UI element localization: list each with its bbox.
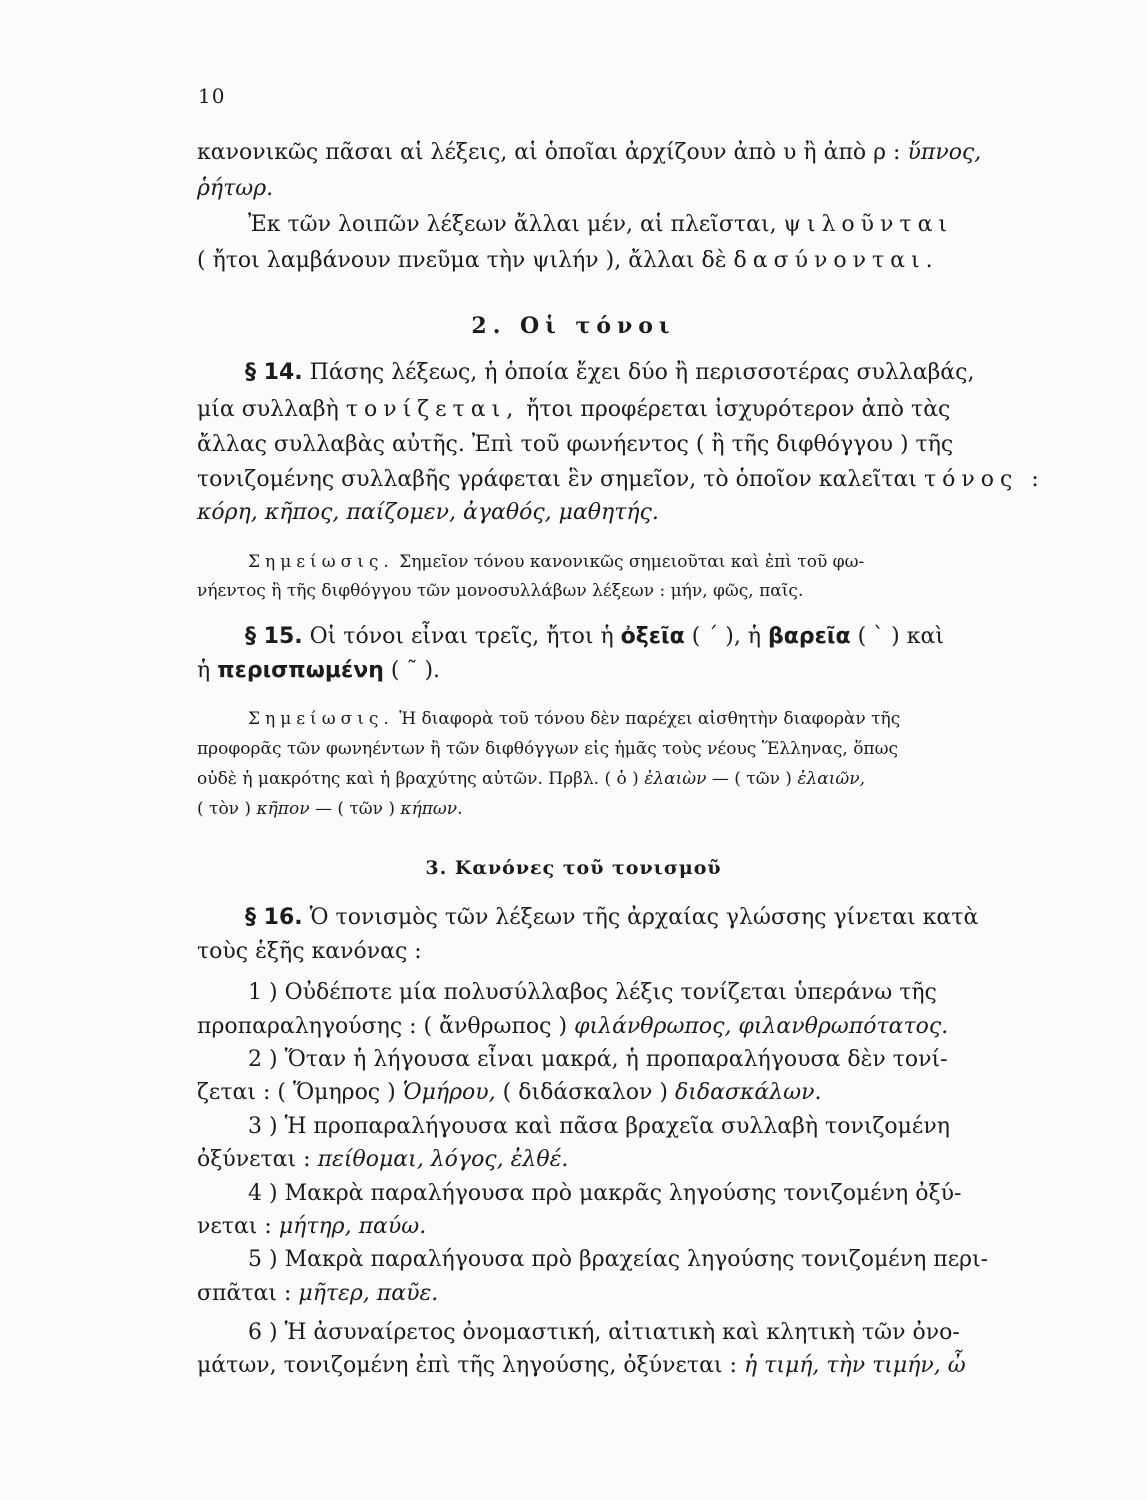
rule-1-line-2: προπαραληγούσης : ( ἄνθρωπος ) φιλάνθρωπος, φιλανθρωπότατος.: [197, 1014, 949, 1039]
term-oxeia: ὀξεῖα: [620, 624, 685, 649]
p15-line-1: § 15. Οἱ τόνοι εἶναι τρεῖς, ἤτοι ἡ ὀξεῖα ( ΄ ), ἡ βαρεῖα ( ` ) καὶ: [245, 624, 944, 649]
section-heading-tones: 2. Οἱ τόνοι: [471, 313, 676, 339]
p16-line-2: τοὺς ἑξῆς κανόνας :: [197, 939, 422, 964]
rule-2-line-2: ζεται : ( Ὅμηρος ) Ὁμήρου, ( διδάσκαλον ) διδασκάλων.: [197, 1080, 822, 1105]
p16-line-1: § 16. Ὁ τονισμὸς τῶν λέξεων τῆς ἀρχαίας γλώσσης γίνεται κατὰ: [245, 905, 979, 930]
rule-4-line-2: νεται : μήτηρ, παύω.: [197, 1214, 427, 1239]
rule-5-line-1: 5 ) Μακρὰ παραλήγουσα πρὸ βραχείας ληγούσης τονιζομένη περι-: [248, 1247, 989, 1272]
p14-line-2: μία συλλαβὴ τονίζεται, ἤτοι προφέρεται ἰσχυρότερον ἀπὸ τὰς: [197, 397, 951, 422]
note-1-line-2: νήεντος ἢ τῆς διφθόγγου τῶν μονοσυλλάβων λέξεων : μήν, φῶς, παῖς.: [197, 581, 804, 601]
p14-line-3: ἄλλας συλλαβὰς αὐτῆς. Ἐπὶ τοῦ φωνήεντος ( ἢ τῆς διφθόγγου ) τῆς: [197, 432, 954, 457]
rule-5-line-2: σπᾶται : μῆτερ, παῦε.: [197, 1281, 439, 1306]
intro-line-1: κανονικῶς πᾶσαι αἱ λέξεις, αἱ ὁποῖαι ἀρχίζουν ἀπὸ υ ἢ ἀπὸ ρ : ὕπνος,: [197, 140, 982, 165]
p15-line-2: ἡ περισπωμένη ( ῀ ).: [197, 658, 441, 683]
note-2-line-4: ( τὸν ) κῆπον — ( τῶν ) κήπων.: [197, 799, 463, 819]
rule-3-line-2: ὀξύνεται : πείθομαι, λόγος, ἐλθέ.: [197, 1147, 569, 1172]
intro-line-3: Ἐκ τῶν λοιπῶν λέξεων ἄλλαι μέν, αἱ πλεῖσται, ψιλοῦνται: [248, 212, 954, 237]
note-2-line-1: Σημείωσις. Ἡ διαφορὰ τοῦ τόνου δὲν παρέχει αἰσθητὴν διαφορὰν τῆς: [248, 709, 901, 729]
note-2-line-3: οὐδὲ ἡ μακρότης καὶ ἡ βραχύτης αὐτῶν. Πρβλ. ( ὁ ) ἐλαιὼν — ( τῶν ) ἐλαιῶν,: [197, 769, 865, 789]
term-perispomeni: περισπωμένη: [217, 658, 384, 683]
note-2-line-2: προφορᾶς τῶν φωνηέντων ἢ τῶν διφθόγγων εἰς ἡμᾶς τοὺς νέους Ἕλληνας, ὅπως: [197, 739, 898, 759]
p14-line-1: § 14. Πάσης λέξεως, ἡ ὁποία ἔχει δύο ἢ περισσοτέρας συλλαβάς,: [245, 360, 975, 385]
rule-2-line-1: 2 ) Ὅταν ἡ λήγουσα εἶναι μακρά, ἡ προπαραλήγουσα δὲν τονί-: [248, 1047, 948, 1072]
rule-3-line-1: 3 ) Ἡ προπαραλήγουσα καὶ πᾶσα βραχεῖα συλλαβὴ τονιζομένη: [248, 1114, 950, 1139]
intro-line-4: ( ἤτοι λαμβάνουν πνεῦμα τὴν ψιλήν ), ἄλλαι δὲ δασύνονται.: [197, 248, 939, 273]
rule-4-line-1: 4 ) Μακρὰ παραλήγουσα πρὸ μακρᾶς ληγούσης τονιζομένη ὀξύ-: [248, 1181, 962, 1206]
section-heading-rules: 3. Κανόνες τοῦ τονισμοῦ: [425, 857, 722, 879]
p14-line-5: κόρη, κῆπος, παίζομεν, ἀγαθός, μαθητής.: [197, 500, 659, 525]
page-number: 10: [198, 84, 226, 108]
rule-6-line-2: μάτων, τονιζομένη ἐπὶ τῆς ληγούσης, ὀξύνεται : ἡ τιμή, τὴν τιμήν, ὦ: [197, 1353, 966, 1378]
term-bareia: βαρεῖα: [768, 624, 851, 649]
rule-1-line-1: 1 ) Οὐδέποτε μία πολυσύλλαβος λέξις τονίζεται ὑπεράνω τῆς: [248, 980, 937, 1005]
p14-line-4: τονιζομένης συλλαβῆς γράφεται ἓν σημεῖον, τὸ ὁποῖον καλεῖται τόνος :: [197, 467, 1045, 492]
rule-6-line-1: 6 ) Ἡ ἀσυναίρετος ὀνομαστική, αἰτιατικὴ καὶ κλητικὴ τῶν ὀνο-: [248, 1320, 960, 1345]
note-1-line-1: Σημείωσις. Σημεῖον τόνου κανονικῶς σημειοῦται καὶ ἐπὶ τοῦ φω-: [248, 552, 865, 572]
intro-line-2: ῥήτωρ.: [197, 176, 274, 201]
